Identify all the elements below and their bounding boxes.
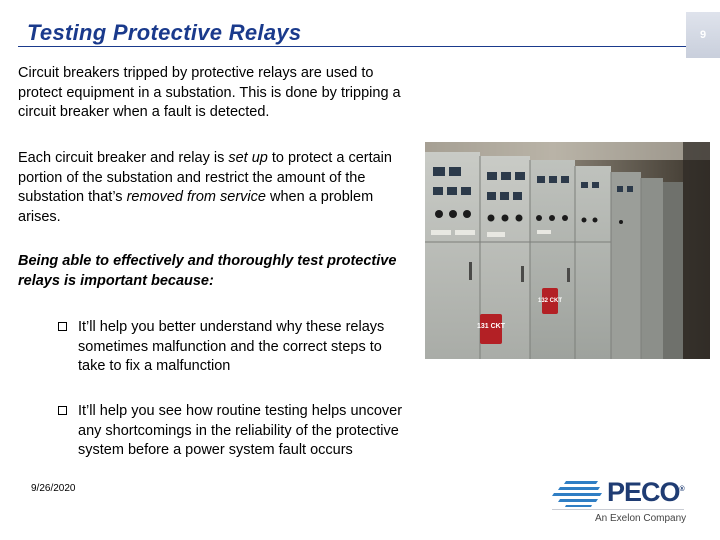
bullet-text: It’ll help you better understand why these relays sometimes malfunction and the correct steps to take to fix a malfunction	[78, 319, 385, 374]
setup-text-1: Each circuit breaker and relay is	[18, 150, 229, 166]
checkbox-bullet-icon	[58, 322, 67, 331]
setup-emphasis-2: removed from service	[126, 189, 266, 205]
logo-tagline: An Exelon Company	[595, 513, 687, 524]
logo-divider	[552, 509, 684, 510]
bullet-item	[58, 318, 403, 377]
slide-title: Testing Protective Relays	[27, 20, 302, 45]
intro-paragraph: Circuit breakers tripped by protective relays are used to protect equipment in a substation. This is done by tripping a circuit breaker when a fault is detected.	[18, 65, 401, 120]
logo-wordmark	[607, 477, 684, 508]
cabinet-tag-132: 132 CKT	[537, 298, 563, 304]
page-number-tab	[686, 12, 720, 58]
slide-date: 9/26/2020	[31, 483, 76, 494]
setup-paragraph	[18, 149, 408, 227]
peco-flag-icon	[552, 479, 604, 507]
bullet-item	[58, 402, 403, 461]
bullet-text: It’ll help you see how routine testing helps uncover any shortcomings in the reliability of the protective system before a power system fault occurs	[78, 403, 403, 458]
setup-text-3: when a problem arises.	[18, 189, 374, 225]
setup-emphasis-1: set up	[228, 150, 268, 166]
logo-registered: ®	[679, 486, 684, 493]
checkbox-bullet-icon	[58, 406, 67, 415]
setup-text-2: to protect a certain portion of the substation and restrict the amount of the substation that’s	[18, 150, 392, 205]
switchgear-photo	[425, 142, 710, 359]
page-number: 9	[699, 29, 707, 41]
title-underline	[18, 46, 700, 47]
importance-heading: Being able to effectively and thoroughly test protective relays is important because:	[18, 253, 397, 289]
peco-logo	[552, 473, 702, 533]
logo-name: PECO	[607, 477, 680, 507]
cabinet-tag-131: 131 CKT	[476, 323, 506, 330]
